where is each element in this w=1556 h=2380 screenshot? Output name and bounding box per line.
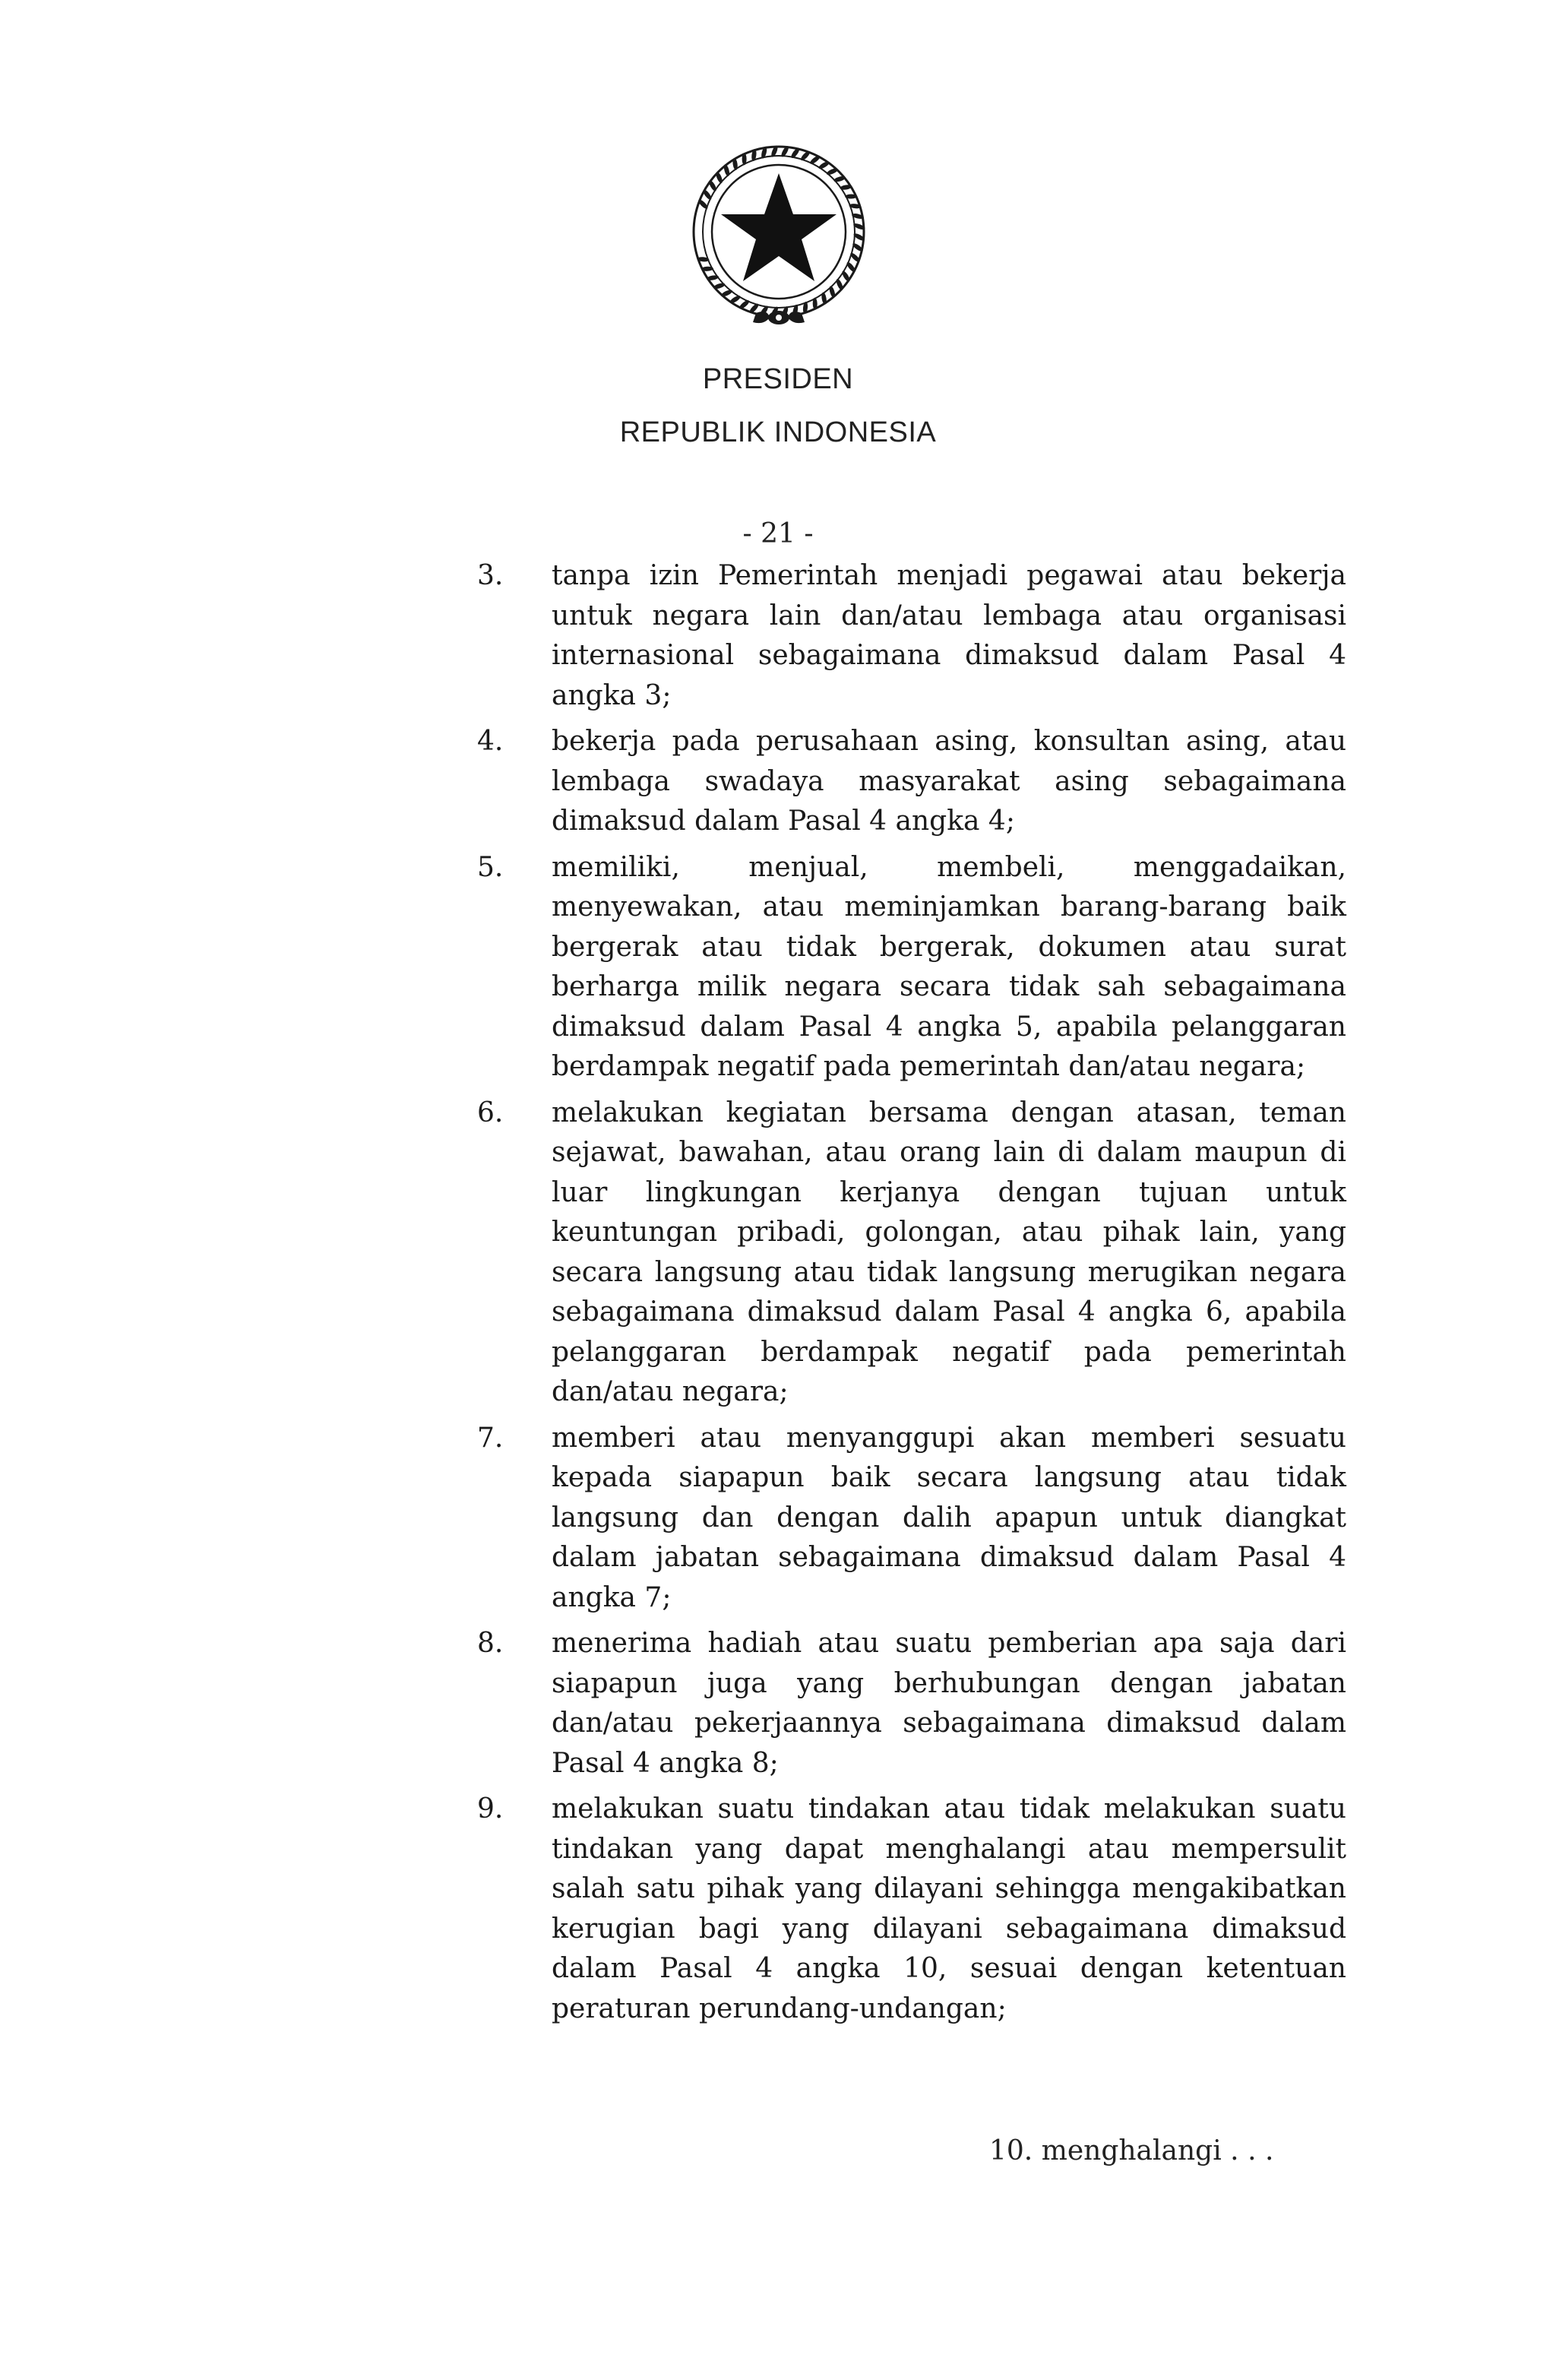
list-item-text: memiliki, menjual, membeli, menggadaikan, menyewakan, atau meminjamkan barang-barang baik bergerak atau tidak bergerak, dokumen atau surat berharga milik negara secara tidak sah sebagaimana dimaksud dalam Pasal 4 angka 5, apabila pelanggaran berdampak negatif pada pemerintah dan/atau negara; <box>552 851 1346 1082</box>
list-item-number: 7. <box>477 1422 504 1454</box>
list-item-text: tanpa izin Pemerintah menjadi pegawai atau bekerja untuk negara lain dan/atau lembaga atau organisasi internasional sebagaimana dimaksud dalam Pasal 4 angka 3; <box>552 560 1346 711</box>
list-item <box>0 722 1556 842</box>
seal-leaf <box>845 194 857 198</box>
seal-leaf <box>841 270 851 283</box>
list-item-text: menerima hadiah atau suatu pemberian apa saja dari siapapun juga yang berhubungan dengan jabatan dan/atau pekerjaannya sebagaimana dimaksud dalam Pasal 4 angka 8; <box>552 1628 1346 1779</box>
list-item-number: 9. <box>477 1793 504 1825</box>
list-item <box>0 556 1556 716</box>
list-item <box>0 1624 1556 1783</box>
list-item-text: melakukan suatu tindakan atau tidak melakukan suatu tindakan yang dapat menghalangi atau mempersulit salah satu pihak yang dilayani sehingga mengakibatkan kerugian bagi yang dilayani sebagaimana dimaksud dalam Pasal 4 angka 10, sesuai dengan ketentuan peraturan perundang-undangan; <box>552 1793 1346 2024</box>
list-item-text: memberi atau menyanggupi akan memberi sesuatu kepada siapapun baik secara langsung atau tidak langsung dan dengan dalih apapun untuk diangkat dalam jabatan sebagaimana dimaksud dalam Pasal 4 angka 7; <box>552 1422 1346 1613</box>
header-presiden: PRESIDEN <box>702 363 854 395</box>
list-item-number: 8. <box>477 1628 504 1659</box>
seal-leaf <box>707 179 717 192</box>
list-item <box>0 1790 1556 2029</box>
star-garland-seal-icon <box>680 137 878 334</box>
list-item-number: 4. <box>477 726 504 757</box>
list-item-number: 6. <box>477 1097 504 1128</box>
header-republik-indonesia: REPUBLIK INDONESIA <box>619 416 937 448</box>
list-item <box>0 1419 1556 1619</box>
numbered-list <box>0 556 1556 2035</box>
continuation-note: 10. menghalangi . . . <box>989 2135 1274 2166</box>
seal-leaf <box>818 160 830 170</box>
seal-leaf <box>742 153 747 165</box>
page-number: - 21 - <box>742 518 814 549</box>
list-item <box>0 1093 1556 1413</box>
list-item-number: 5. <box>477 851 504 883</box>
seal-leaf <box>729 294 742 305</box>
list-item-text: bekerja pada perusahaan asing, konsultan asing, atau lembaga swadaya masyarakat asing sebagaimana dimaksud dalam Pasal 4 angka 4; <box>552 726 1346 837</box>
list-item <box>0 848 1556 1087</box>
list-item-number: 3. <box>477 560 504 591</box>
list-item-text: melakukan kegiatan bersama dengan atasan, teman sejawat, bawahan, atau orang lain di dalam maupun di luar lingkungan kerjanya dengan tujuan untuk keuntungan pribadi, golongan, atau pihak lain, yang secara langsung atau tidak langsung merugikan negara sebagaimana dimaksud dalam Pasal 4 angka 6, apabila pelanggaran berdampak negatif pada pemerintah dan/atau negara; <box>552 1097 1346 1407</box>
